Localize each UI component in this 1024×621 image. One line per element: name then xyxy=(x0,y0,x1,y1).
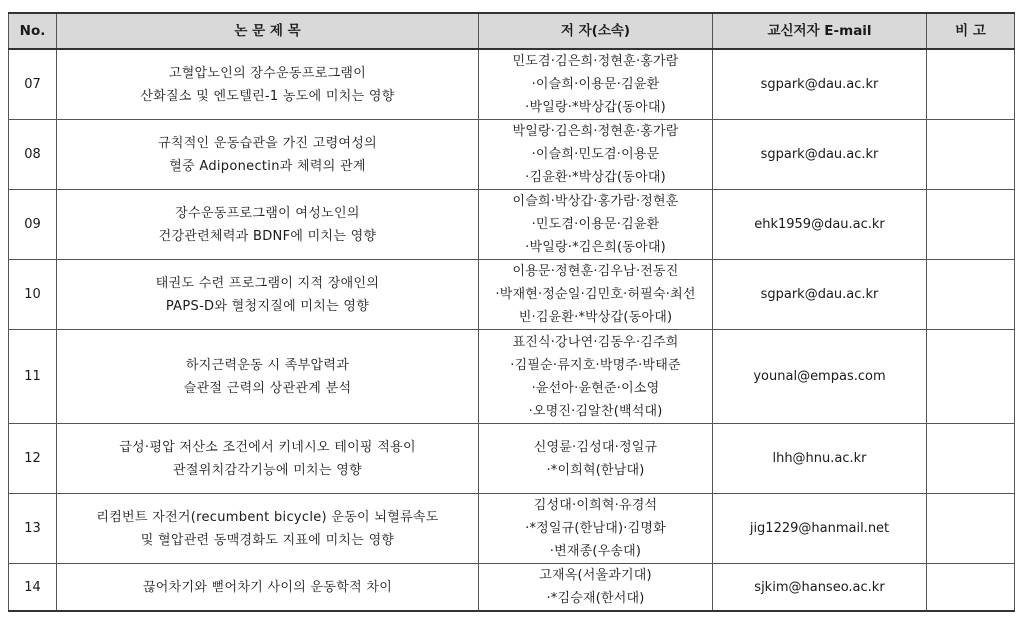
paper-title-line: 장수운동프로그램이 여성노인의 xyxy=(175,205,360,221)
paper-authors-line: 빈·김윤환·*박상갑(동아대) xyxy=(518,310,673,325)
paper-list-sheet xyxy=(8,12,1014,612)
paper-authors xyxy=(479,120,713,190)
paper-title xyxy=(57,49,479,120)
paper-authors xyxy=(479,424,713,494)
table-row xyxy=(9,494,1015,564)
row-number: 10 xyxy=(9,260,57,330)
paper-title-line: 끊어차기와 뻗어차기 사이의 운동학적 차이 xyxy=(142,579,393,595)
corresponding-email: younal@empas.com xyxy=(713,330,927,424)
paper-authors-line: 표진식·강나연·김동우·김주희 xyxy=(512,334,679,350)
remarks-cell xyxy=(927,190,1015,260)
remarks-cell xyxy=(927,424,1015,494)
paper-authors-line: 신영륜·김성대·정일규 xyxy=(533,439,658,455)
header-no: No. xyxy=(9,13,57,49)
paper-title-line: PAPS-D와 혈청지질에 미치는 영향 xyxy=(165,298,370,314)
paper-title xyxy=(57,120,479,190)
paper-authors-line: ·윤선아·윤현준·이소영 xyxy=(531,380,660,396)
paper-authors-line: ·오명진·김알찬(백석대) xyxy=(528,403,663,419)
corresponding-email: ehk1959@dau.ac.kr xyxy=(713,190,927,260)
paper-title xyxy=(57,190,479,260)
paper-title xyxy=(57,260,479,330)
paper-title-line: 건강관련체력과 BDNF에 미치는 영향 xyxy=(158,228,377,244)
corresponding-email: sgpark@dau.ac.kr xyxy=(713,49,927,120)
table-header-row xyxy=(9,13,1015,49)
table-row xyxy=(9,330,1015,424)
header-title: 논 문 제 목 xyxy=(57,13,479,49)
remarks-cell xyxy=(927,260,1015,330)
row-number: 08 xyxy=(9,120,57,190)
table-body xyxy=(9,49,1015,611)
corresponding-email: sgpark@dau.ac.kr xyxy=(713,120,927,190)
paper-authors xyxy=(479,190,713,260)
remarks-cell xyxy=(927,120,1015,190)
paper-title-line: 리컴번트 자전거(recumbent bicycle) 운동이 뇌혈류속도 xyxy=(96,509,439,525)
table-row xyxy=(9,260,1015,330)
paper-title xyxy=(57,330,479,424)
row-number: 14 xyxy=(9,564,57,612)
row-number: 07 xyxy=(9,49,57,120)
header-email: 교신저자 E-mail xyxy=(713,13,927,49)
paper-title-line: 고혈압노인의 장수운동프로그램이 xyxy=(168,65,367,81)
paper-title-line: 규칙적인 운동습관을 가진 고령여성의 xyxy=(157,135,378,151)
remarks-cell xyxy=(927,494,1015,564)
paper-authors-line: 김성대·이희혁·유경석 xyxy=(533,498,658,513)
paper-authors-line: ·박일랑·*김은희(동아대) xyxy=(525,240,666,255)
paper-title-line: 및 혈압관련 동맥경화도 지표에 미치는 영향 xyxy=(140,532,395,548)
paper-title-line: 관절위치감각기능에 미치는 영향 xyxy=(173,462,362,478)
table-row xyxy=(9,424,1015,494)
remarks-cell xyxy=(927,49,1015,120)
paper-authors xyxy=(479,260,713,330)
paper-authors-line: ·*정일규(한남대)·김명화 xyxy=(525,521,666,536)
remarks-cell xyxy=(927,330,1015,424)
paper-authors xyxy=(479,494,713,564)
paper-title xyxy=(57,494,479,564)
row-number: 11 xyxy=(9,330,57,424)
header-note: 비 고 xyxy=(927,13,1015,49)
header-authors: 저 자(소속) xyxy=(479,13,713,49)
paper-title xyxy=(57,424,479,494)
paper-authors-line: ·*이희혁(한남대) xyxy=(546,462,645,478)
paper-authors xyxy=(479,49,713,120)
row-number: 12 xyxy=(9,424,57,494)
remarks-cell xyxy=(927,564,1015,612)
paper-authors-line: ·박재현·정순일·김민호·허필숙·최선 xyxy=(495,287,696,302)
paper-table xyxy=(8,12,1015,612)
row-number: 09 xyxy=(9,190,57,260)
row-number: 13 xyxy=(9,494,57,564)
corresponding-email: sjkim@hanseo.ac.kr xyxy=(713,564,927,612)
paper-authors-line: ·박일랑·*박상갑(동아대) xyxy=(525,100,666,115)
paper-title-line: 슬관절 근력의 상관관계 분석 xyxy=(183,380,352,396)
paper-authors-line: 민도겸·김은희·정현훈·홍가람 xyxy=(512,54,679,69)
paper-authors-line: ·이슬희·이용문·김윤환 xyxy=(531,77,660,92)
corresponding-email: lhh@hnu.ac.kr xyxy=(713,424,927,494)
table-row xyxy=(9,120,1015,190)
paper-authors-line: 이용문·정현훈·김우남·전동진 xyxy=(512,264,679,279)
paper-title-line: 태권도 수련 프로그램이 지적 장애인의 xyxy=(155,275,380,291)
paper-title xyxy=(57,564,479,612)
paper-authors-line: ·이슬희·민도겸·이용문 xyxy=(531,147,660,162)
paper-title-line: 산화질소 및 엔도텔린-1 농도에 미치는 영향 xyxy=(140,88,395,104)
paper-authors-line: 고재옥(서울과기대) xyxy=(539,568,652,583)
table-row xyxy=(9,190,1015,260)
paper-authors-line: 박일랑·김은희·정현훈·홍가람 xyxy=(512,124,679,139)
corresponding-email: jig1229@hanmail.net xyxy=(713,494,927,564)
paper-authors-line: ·김윤환·*박상갑(동아대) xyxy=(525,170,666,185)
paper-authors-line: ·김필순·류지호·박명주·박태준 xyxy=(510,357,681,373)
paper-authors-line: ·변재종(우송대) xyxy=(549,544,642,559)
paper-title-line: 급성·평압 저산소 조건에서 키네시오 테이핑 적용이 xyxy=(119,439,416,455)
paper-authors-line: 이슬희·박상갑·홍가람·정현훈 xyxy=(512,194,679,209)
corresponding-email: sgpark@dau.ac.kr xyxy=(713,260,927,330)
paper-authors xyxy=(479,564,713,612)
paper-title-line: 하지근력운동 시 족부압력과 xyxy=(185,357,350,373)
table-row xyxy=(9,564,1015,612)
table-row xyxy=(9,49,1015,120)
paper-title-line: 혈중 Adiponectin과 체력의 관계 xyxy=(169,158,366,174)
paper-authors xyxy=(479,330,713,424)
paper-authors-line: ·*김승재(한서대) xyxy=(546,591,645,606)
paper-authors-line: ·민도겸·이용문·김윤환 xyxy=(531,217,660,232)
